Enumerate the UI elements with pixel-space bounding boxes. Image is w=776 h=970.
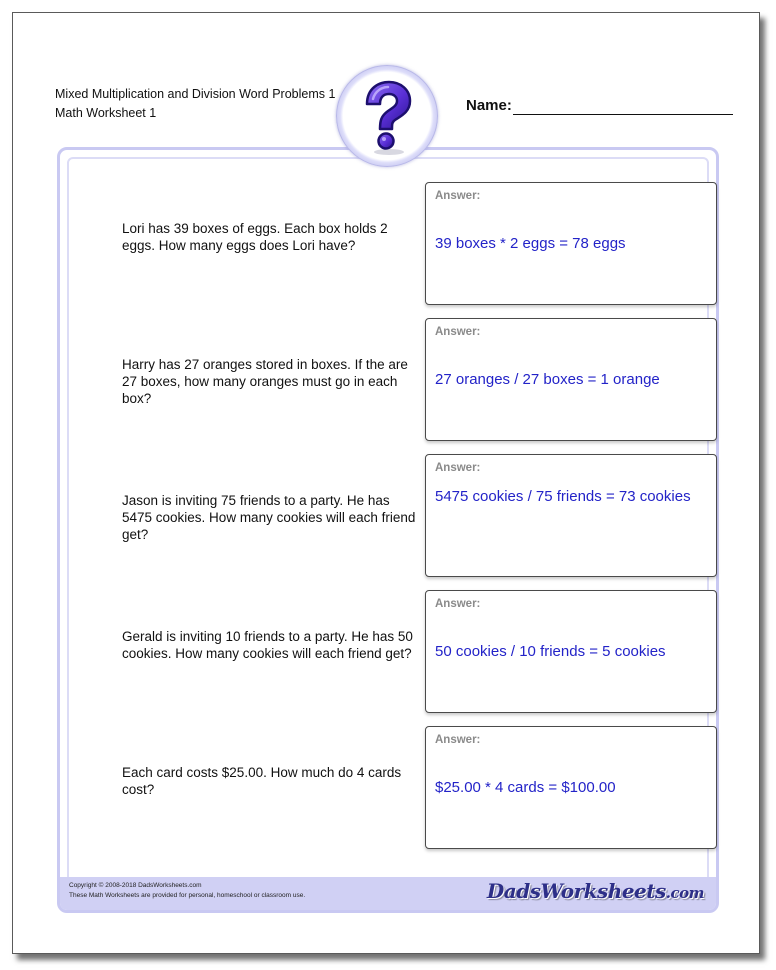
problems-panel xyxy=(57,147,719,913)
answer-box-3[interactable] xyxy=(425,454,717,577)
name-label: Name: xyxy=(466,97,512,114)
question-2: Harry has 27 oranges stored in boxes. If the are 27 boxes, how many oranges must go in each box? xyxy=(122,357,408,406)
question-1: Lori has 39 boxes of eggs. Each box holds 2 eggs. How many eggs does Lori have? xyxy=(122,221,388,253)
answer-text-4: 50 cookies / 10 friends = 5 cookies xyxy=(435,643,666,660)
name-line[interactable] xyxy=(513,114,733,115)
answer-label: Answer: xyxy=(435,326,481,338)
question-badge xyxy=(336,65,438,167)
logo-domain-text: .com xyxy=(665,884,704,902)
copyright-text: Copyright © 2008-2018 DadsWorksheets.com xyxy=(69,882,202,889)
usage-note: These Math Worksheets are provided for personal, homeschool or classroom use. xyxy=(69,892,306,899)
answer-label: Answer: xyxy=(435,462,481,474)
question-4: Gerald is inviting 10 friends to a party. He has 50 cookies. How many cookies will each friend get? xyxy=(122,629,413,661)
question-mark-icon xyxy=(337,66,437,166)
worksheet-title-block xyxy=(55,85,335,123)
dadsworksheets-logo[interactable] xyxy=(487,879,704,903)
footer xyxy=(60,877,716,910)
worksheet-subtitle: Math Worksheet 1 xyxy=(55,106,157,120)
answer-label: Answer: xyxy=(435,190,481,202)
answer-box-1[interactable] xyxy=(425,182,717,305)
answer-label: Answer: xyxy=(435,734,481,746)
answer-text-1: 39 boxes * 2 eggs = 78 eggs xyxy=(435,235,626,252)
answer-label: Answer: xyxy=(435,598,481,610)
answer-box-5[interactable] xyxy=(425,726,717,849)
answer-text-3: 5475 cookies / 75 friends = 73 cookies xyxy=(435,488,691,505)
worksheet-title: Mixed Multiplication and Division Word Problems 1 xyxy=(55,87,336,101)
answer-text-5: $25.00 * 4 cards = $100.00 xyxy=(435,779,616,796)
answer-text-2: 27 oranges / 27 boxes = 1 orange xyxy=(435,371,660,388)
question-3: Jason is inviting 75 friends to a party. He has 5475 cookies. How many cookies will each friend get? xyxy=(122,493,416,542)
question-5: Each card costs $25.00. How much do 4 cards cost? xyxy=(122,765,402,797)
answer-box-4[interactable] xyxy=(425,590,717,713)
footer-text xyxy=(69,881,305,901)
logo-main-text: DadsWorksheets xyxy=(486,879,666,903)
answer-box-2[interactable] xyxy=(425,318,717,441)
worksheet-page xyxy=(12,12,760,954)
